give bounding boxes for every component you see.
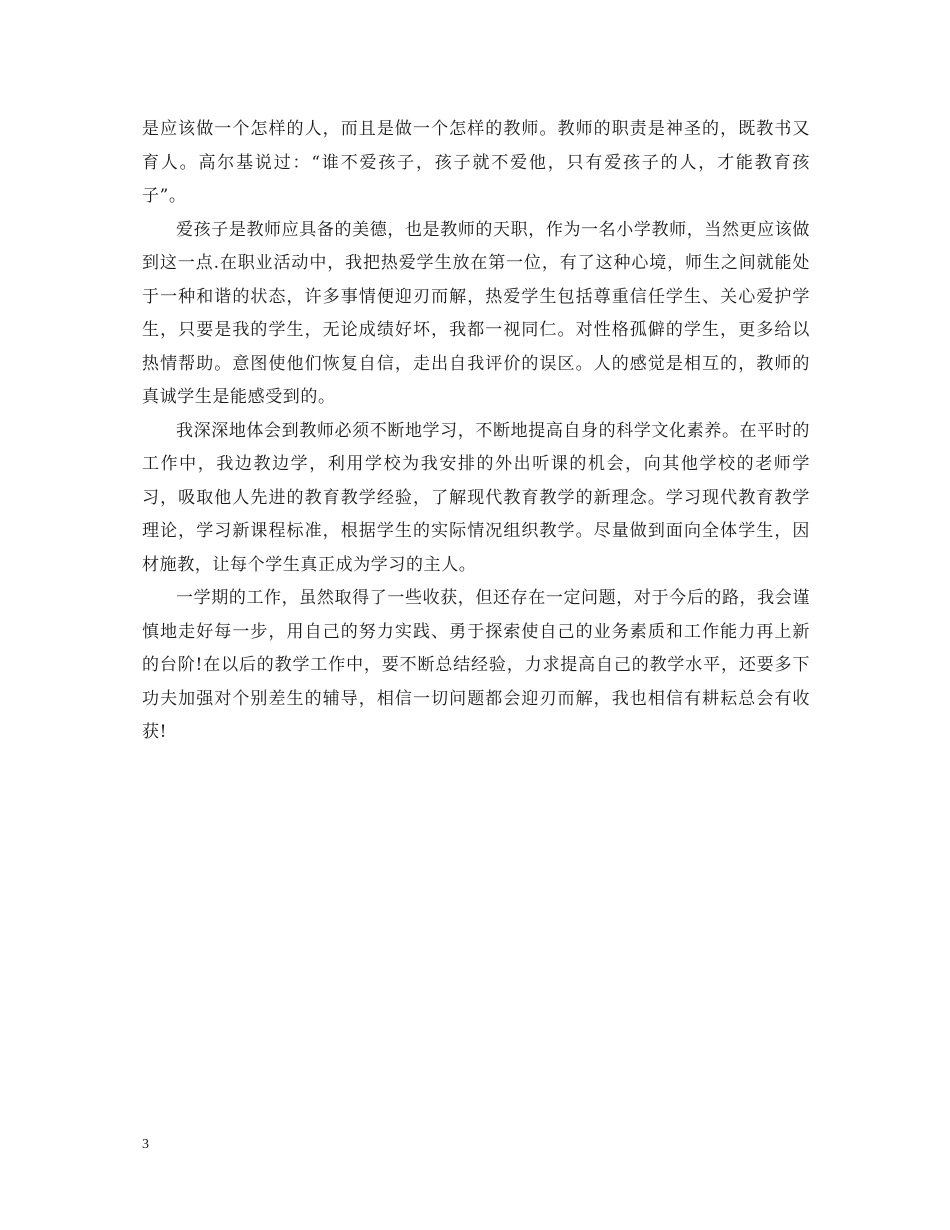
paragraph-love-children: 爱孩子是教师应具备的美德，也是教师的天职，作为一名小学教师，当然更应该做到这一点.在职业活动中，我把热爱学生放在第一位，有了这种心境，师生之间就能处于一种和谐的状态，许多事情便迎刃而解，热爱学生包括尊重信任学生、关心爱护学生，只要是我的学生，无论成绩好坏，我都一视同仁。对性格孤僻的学生，更多给以热情帮助。意图使他们恢复自信，走出自我评价的误区。人的感觉是相互的，教师的真诚学生是能感受到的。 bbox=[142, 219, 810, 407]
paragraph-continuous-learning: 我深深地体会到教师必须不断地学习，不断地提高自身的科学文化素养。在平时的工作中，我边教边学，利用学校为我安排的外出听课的机会，向其他学校的老师学习，吸取他人先进的教育教学经验，了解现代教育教学的新理念。学习现代教育教学理论，学习新课程标准，根据学生的实际情况组织教学。尽量做到面向全体学生，因材施教，让每个学生真正成为学习的主人。 bbox=[142, 420, 810, 575]
paragraph-semester-summary: 一学期的工作，虽然取得了一些收获，但还存在一定问题，对于今后的路，我会谨慎地走好每一步，用自己的努力实践、勇于探索使自己的业务素质和工作能力再上新的台阶!在以后的教学工作中，要不断总结经验，力求提高自己的教学水平，还要多下功夫加强对个别差生的辅导，相信一切问题都会迎刃而解，我也相信有耕耘总会有收获! bbox=[142, 588, 810, 742]
paragraph-continued: 是应该做一个怎样的人，而且是做一个怎样的教师。教师的职责是神圣的，既教书又育人。高尔基说过：“谁不爱孩子，孩子就不爱他，只有爱孩子的人，才能教育孩子”。 bbox=[142, 119, 810, 206]
page-number: 3 bbox=[142, 1137, 149, 1152]
body-text bbox=[142, 113, 810, 750]
